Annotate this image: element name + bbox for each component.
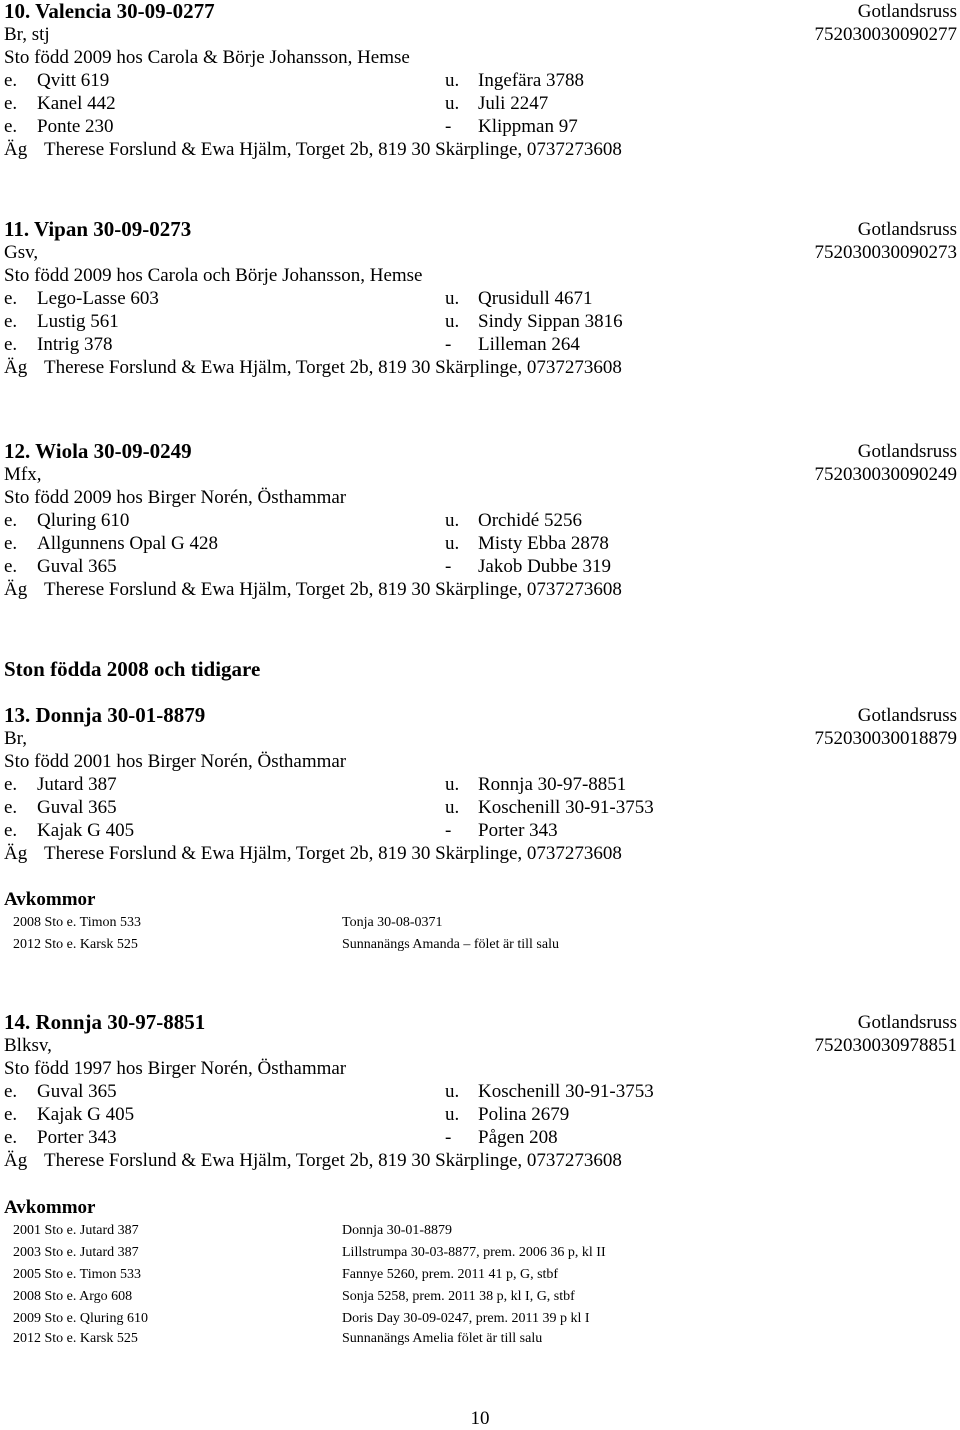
- owner-row: [4, 578, 957, 601]
- horse-entry: [4, 704, 957, 865]
- pedigree-row: [4, 310, 957, 333]
- pedigree-key: u.: [445, 1081, 460, 1102]
- dam-name: Ingefära 3788: [478, 70, 585, 91]
- pedigree-key: e.: [4, 556, 18, 577]
- offspring-year: 2009 Sto e. Qluring 610: [13, 1311, 148, 1326]
- owner-row: [4, 1149, 957, 1172]
- section-heading: Ston födda 2008 och tidigare: [4, 657, 261, 681]
- offspring-name: Sonja 5258, prem. 2011 38 p, kl I, G, stbf: [342, 1289, 575, 1304]
- entry-header-row: [4, 704, 957, 727]
- offspring-name: Sunnanängs Amanda – fölet är till salu: [342, 937, 559, 952]
- dam-name: Juli 2247: [478, 93, 549, 114]
- page-number: 10: [470, 1408, 490, 1429]
- birth-info: Sto född 2009 hos Birger Norén, Östhammar: [4, 487, 347, 508]
- horse-title: 14. Ronnja 30-97-8851: [4, 1010, 206, 1034]
- color-reg-row: [4, 463, 957, 486]
- offspring-row: [4, 1220, 704, 1242]
- offspring-year: 2012 Sto e. Karsk 525: [13, 937, 138, 952]
- offspring-row: [4, 1242, 704, 1264]
- sire-name: Allgunnens Opal G 428: [37, 533, 219, 554]
- offspring-block: [4, 1196, 704, 1348]
- pedigree-key: -: [445, 334, 452, 355]
- breed-label: Gotlandsruss: [857, 705, 957, 726]
- pedigree-key: e.: [4, 820, 18, 841]
- offspring-name: Fannye 5260, prem. 2011 41 p, G, stbf: [342, 1267, 559, 1282]
- breed-label: Gotlandsruss: [857, 1012, 957, 1033]
- pedigree-row: [4, 796, 957, 819]
- pedigree-key: u.: [445, 70, 460, 91]
- pedigree-row: [4, 333, 957, 356]
- horse-color: Gsv,: [4, 242, 39, 263]
- offspring-row: [4, 1264, 704, 1286]
- pedigree-row: [4, 1080, 957, 1103]
- entry-header-row: [4, 440, 957, 463]
- pedigree-key: e.: [4, 311, 18, 332]
- offspring-heading: Avkommor: [4, 889, 96, 910]
- owner-key: Äg: [4, 357, 28, 378]
- offspring-row: [4, 1286, 704, 1308]
- sire-name: Qvitt 619: [37, 70, 110, 91]
- pedigree-key: u.: [445, 93, 460, 114]
- offspring-row: [4, 934, 704, 956]
- birth-info: Sto född 2009 hos Carola och Börje Johansson, Hemse: [4, 265, 423, 286]
- pedigree-row: [4, 1103, 957, 1126]
- pedigree-key: e.: [4, 510, 18, 531]
- offspring-name: Tonja 30-08-0371: [342, 915, 443, 930]
- breed-label: Gotlandsruss: [857, 1, 957, 22]
- owner-row: [4, 356, 957, 379]
- pedigree-key: e.: [4, 70, 18, 91]
- horse-color: Mfx,: [4, 464, 42, 485]
- sire-name: Kanel 442: [37, 93, 116, 114]
- pedigree-row: [4, 555, 957, 578]
- horse-title: 12. Wiola 30-09-0249: [4, 439, 192, 463]
- dam-name: Porter 343: [478, 820, 558, 841]
- dam-name: Jakob Dubbe 319: [478, 556, 611, 577]
- horse-title: 13. Donnja 30-01-8879: [4, 703, 206, 727]
- registration-number: 752030030018879: [814, 728, 957, 749]
- pedigree-key: e.: [4, 533, 18, 554]
- sire-name: Porter 343: [37, 1127, 117, 1148]
- owner-info: Therese Forslund & Ewa Hjälm, Torget 2b, 819 30 Skärplinge, 0737273608: [44, 357, 622, 378]
- pedigree-key: -: [445, 116, 452, 137]
- pedigree-row: [4, 773, 957, 796]
- color-reg-row: [4, 241, 957, 264]
- owner-info: Therese Forslund & Ewa Hjälm, Torget 2b, 819 30 Skärplinge, 0737273608: [44, 1150, 622, 1171]
- horse-title: 10. Valencia 30-09-0277: [4, 0, 215, 23]
- pedigree-key: u.: [445, 797, 460, 818]
- owner-row: [4, 138, 957, 161]
- offspring-year: 2008 Sto e. Argo 608: [13, 1289, 133, 1304]
- born-row: [4, 46, 957, 69]
- offspring-name: Donnja 30-01-8879: [342, 1223, 453, 1238]
- pedigree-row: [4, 509, 957, 532]
- dam-name: Qrusidull 4671: [478, 288, 593, 309]
- birth-info: Sto född 2009 hos Carola & Börje Johansson, Hemse: [4, 47, 410, 68]
- registration-number: 752030030090249: [814, 464, 957, 485]
- horse-color: Br,: [4, 728, 27, 749]
- pedigree-key: e.: [4, 288, 18, 309]
- horse-entry: [4, 1011, 957, 1172]
- sire-name: Intrig 378: [37, 334, 113, 355]
- birth-info: Sto född 1997 hos Birger Norén, Östhammar: [4, 1058, 347, 1079]
- registration-number: 752030030978851: [814, 1035, 957, 1056]
- born-row: [4, 264, 957, 287]
- offspring-name: Lillstrumpa 30-03-8877, prem. 2006 36 p, kl II: [342, 1245, 606, 1260]
- horse-color: Br, stj: [4, 24, 50, 45]
- breed-label: Gotlandsruss: [857, 219, 957, 240]
- dam-name: Ronnja 30-97-8851: [478, 774, 627, 795]
- offspring-heading: Avkommor: [4, 1197, 96, 1218]
- pedigree-key: e.: [4, 334, 18, 355]
- offspring-year: 2003 Sto e. Jutard 387: [13, 1245, 139, 1260]
- pedigree-key: u.: [445, 288, 460, 309]
- pedigree-row: [4, 69, 957, 92]
- dam-name: Koschenill 30-91-3753: [478, 1081, 654, 1102]
- offspring-row: [4, 912, 704, 934]
- color-reg-row: [4, 1034, 957, 1057]
- offspring-row: [4, 1308, 704, 1330]
- registration-number: 752030030090273: [814, 242, 957, 263]
- offspring-year: 2008 Sto e. Timon 533: [13, 915, 141, 930]
- owner-info: Therese Forslund & Ewa Hjälm, Torget 2b, 819 30 Skärplinge, 0737273608: [44, 139, 622, 160]
- owner-key: Äg: [4, 579, 28, 600]
- owner-info: Therese Forslund & Ewa Hjälm, Torget 2b, 819 30 Skärplinge, 0737273608: [44, 579, 622, 600]
- offspring-year: 2005 Sto e. Timon 533: [13, 1267, 141, 1282]
- pedigree-key: -: [445, 820, 452, 841]
- owner-key: Äg: [4, 843, 28, 864]
- entry-header-row: [4, 218, 957, 241]
- offspring-name: Doris Day 30-09-0247, prem. 2011 39 p kl I: [342, 1311, 590, 1326]
- pedigree-key: e.: [4, 93, 18, 114]
- dam-name: Misty Ebba 2878: [478, 533, 609, 554]
- pedigree-key: -: [445, 1127, 452, 1148]
- pedigree-key: e.: [4, 1104, 18, 1125]
- sire-name: Guval 365: [37, 1081, 117, 1102]
- pedigree-key: u.: [445, 510, 460, 531]
- offspring-name: Sunnanängs Amelia fölet är till salu: [342, 1331, 543, 1346]
- registration-number: 752030030090277: [814, 24, 957, 45]
- horse-entry: [4, 218, 957, 379]
- dam-name: Sindy Sippan 3816: [478, 311, 623, 332]
- owner-row: [4, 842, 957, 865]
- pedigree-row: [4, 115, 957, 138]
- color-reg-row: [4, 23, 957, 46]
- born-row: [4, 750, 957, 773]
- dam-name: Orchidé 5256: [478, 510, 582, 531]
- horse-color: Blksv,: [4, 1035, 52, 1056]
- sire-name: Jutard 387: [37, 774, 117, 795]
- offspring-row: [4, 1330, 704, 1348]
- pedigree-row: [4, 92, 957, 115]
- sire-name: Guval 365: [37, 797, 117, 818]
- owner-key: Äg: [4, 139, 28, 160]
- offspring-year: 2001 Sto e. Jutard 387: [13, 1223, 139, 1238]
- pedigree-key: -: [445, 556, 452, 577]
- offspring-block: [4, 888, 704, 956]
- color-reg-row: [4, 727, 957, 750]
- born-row: [4, 1057, 957, 1080]
- sire-name: Lego-Lasse 603: [37, 288, 159, 309]
- entry-header-row: [4, 0, 957, 23]
- pedigree-key: u.: [445, 774, 460, 795]
- dam-name: Koschenill 30-91-3753: [478, 797, 654, 818]
- horse-entry: [4, 440, 957, 601]
- pedigree-row: [4, 287, 957, 310]
- sire-name: Ponte 230: [37, 116, 114, 137]
- sire-name: Kajak G 405: [37, 1104, 135, 1125]
- pedigree-key: e.: [4, 774, 18, 795]
- pedigree-key: e.: [4, 1127, 18, 1148]
- sire-name: Qluring 610: [37, 510, 130, 531]
- offspring-year: 2012 Sto e. Karsk 525: [13, 1331, 138, 1346]
- owner-key: Äg: [4, 1150, 28, 1171]
- pedigree-key: u.: [445, 533, 460, 554]
- pedigree-key: e.: [4, 1081, 18, 1102]
- horse-title: 11. Vipan 30-09-0273: [4, 217, 192, 241]
- pedigree-row: [4, 1126, 957, 1149]
- sire-name: Guval 365: [37, 556, 117, 577]
- dam-name: Pågen 208: [478, 1127, 558, 1148]
- breed-label: Gotlandsruss: [857, 441, 957, 462]
- pedigree-key: u.: [445, 1104, 460, 1125]
- pedigree-row: [4, 819, 957, 842]
- pedigree-key: u.: [445, 311, 460, 332]
- dam-name: Polina 2679: [478, 1104, 570, 1125]
- dam-name: Klippman 97: [478, 116, 578, 137]
- birth-info: Sto född 2001 hos Birger Norén, Östhammar: [4, 751, 347, 772]
- entry-header-row: [4, 1011, 957, 1034]
- sire-name: Lustig 561: [37, 311, 119, 332]
- dam-name: Lilleman 264: [478, 334, 580, 355]
- owner-info: Therese Forslund & Ewa Hjälm, Torget 2b, 819 30 Skärplinge, 0737273608: [44, 843, 622, 864]
- pedigree-key: e.: [4, 116, 18, 137]
- pedigree-row: [4, 532, 957, 555]
- born-row: [4, 486, 957, 509]
- sire-name: Kajak G 405: [37, 820, 135, 841]
- horse-entry: [4, 0, 957, 161]
- pedigree-key: e.: [4, 797, 18, 818]
